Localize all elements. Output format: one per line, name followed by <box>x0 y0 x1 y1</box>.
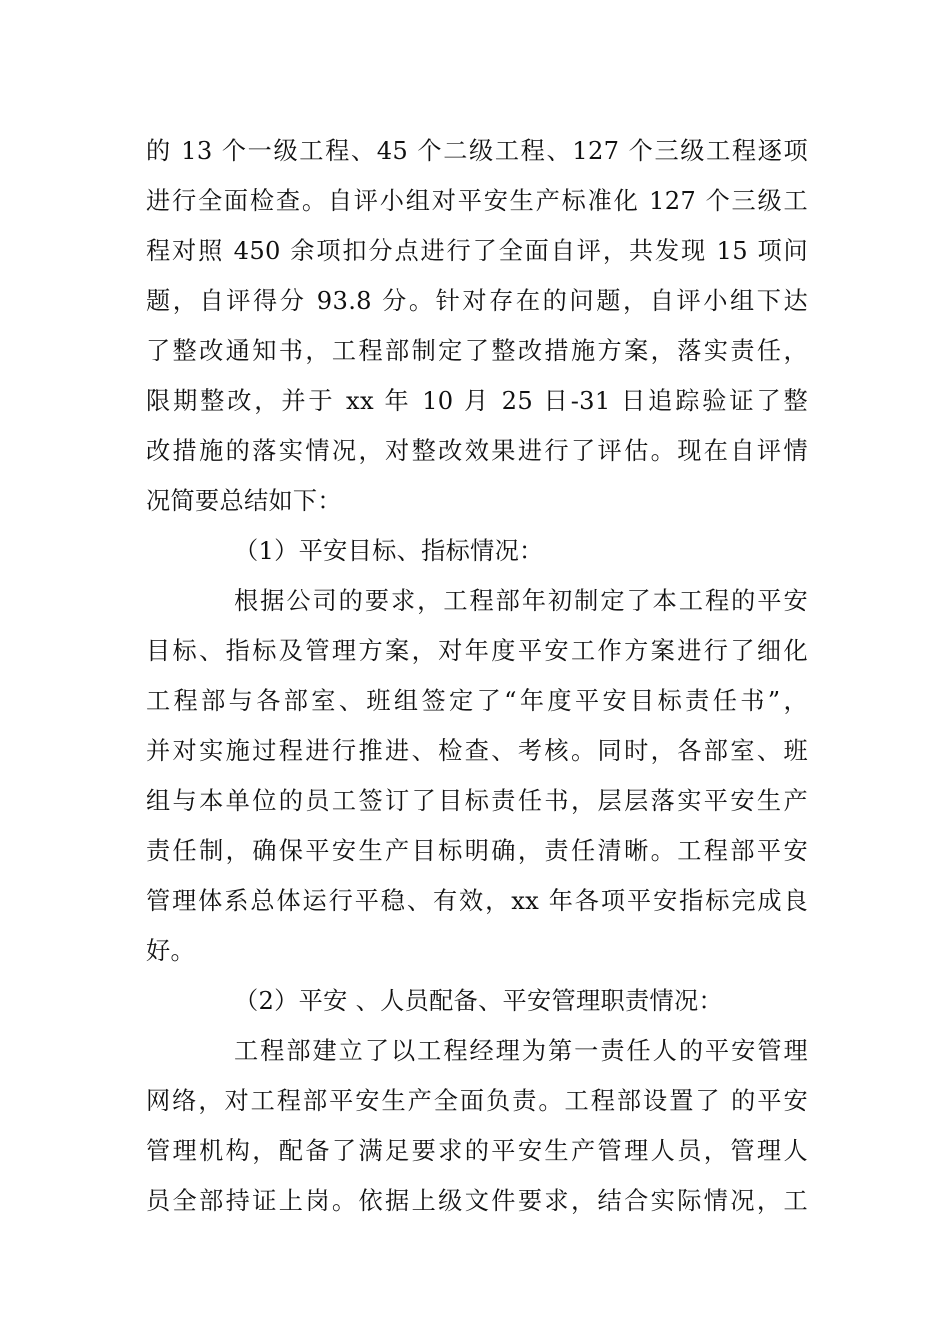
text-line: 的 13 个一级工程、45 个二级工程、127 个三级工程逐项 <box>146 137 808 165</box>
text-line: 管理机构，配备了满足要求的平安生产管理人员，管理人 <box>146 1137 808 1165</box>
text-line: 工程部建立了以工程经理为第一责任人的平安管理 <box>234 1037 808 1065</box>
text-line: 题，自评得分 93.8 分。针对存在的问题，自评小组下达 <box>146 287 808 315</box>
text-line: 组与本单位的员工签订了目标责任书，层层落实平安生产 <box>146 787 808 815</box>
text-line: 程对照 450 余项扣分点进行了全面自评，共发现 15 项问 <box>146 237 808 265</box>
paragraph-self-evaluation <box>146 126 808 526</box>
section-heading-2 <box>146 976 808 1026</box>
document-body <box>146 126 808 1226</box>
text-line: 了整改通知书，工程部制定了整改措施方案，落实责任， <box>146 337 808 365</box>
text-line: 况简要总结如下： <box>146 487 342 515</box>
paragraph-safety-organization <box>146 1026 808 1226</box>
text-line: 员全部持证上岗。依据上级文件要求，结合实际情况，工 <box>146 1187 808 1215</box>
text-line: 改措施的落实情况，对整改效果进行了评估。现在自评情 <box>146 437 808 465</box>
text-line: 管理体系总体运行平稳、有效，xx 年各项平安指标完成良 <box>146 887 808 915</box>
text-line: 进行全面检查。自评小组对平安生产标准化 127 个三级工 <box>146 187 808 215</box>
text-line: 网络，对工程部平安生产全面负责。工程部设置了 的平安 <box>146 1087 808 1115</box>
text-line: 限期整改，并于 xx 年 10 月 25 日-31 日追踪验证了整 <box>146 387 808 415</box>
text-line: 并对实施过程进行推进、检查、考核。同时，各部室、班 <box>146 737 808 765</box>
section-heading-text: （2）平安 、人员配备、平安管理职责情况： <box>234 987 723 1015</box>
text-line: 根据公司的要求，工程部年初制定了本工程的平安 <box>234 587 808 615</box>
text-line: 工程部与各部室、班组签定了“年度平安目标责任书”， <box>146 687 808 715</box>
text-line: 目标、指标及管理方案，对年度平安工作方案进行了细化 <box>146 637 808 665</box>
section-heading-text: （1）平安目标、指标情况： <box>234 537 544 565</box>
section-heading-1 <box>146 526 808 576</box>
text-line: 好。 <box>146 937 195 965</box>
paragraph-safety-targets <box>146 576 808 976</box>
text-line: 责任制，确保平安生产目标明确，责任清晰。工程部平安 <box>146 837 808 865</box>
